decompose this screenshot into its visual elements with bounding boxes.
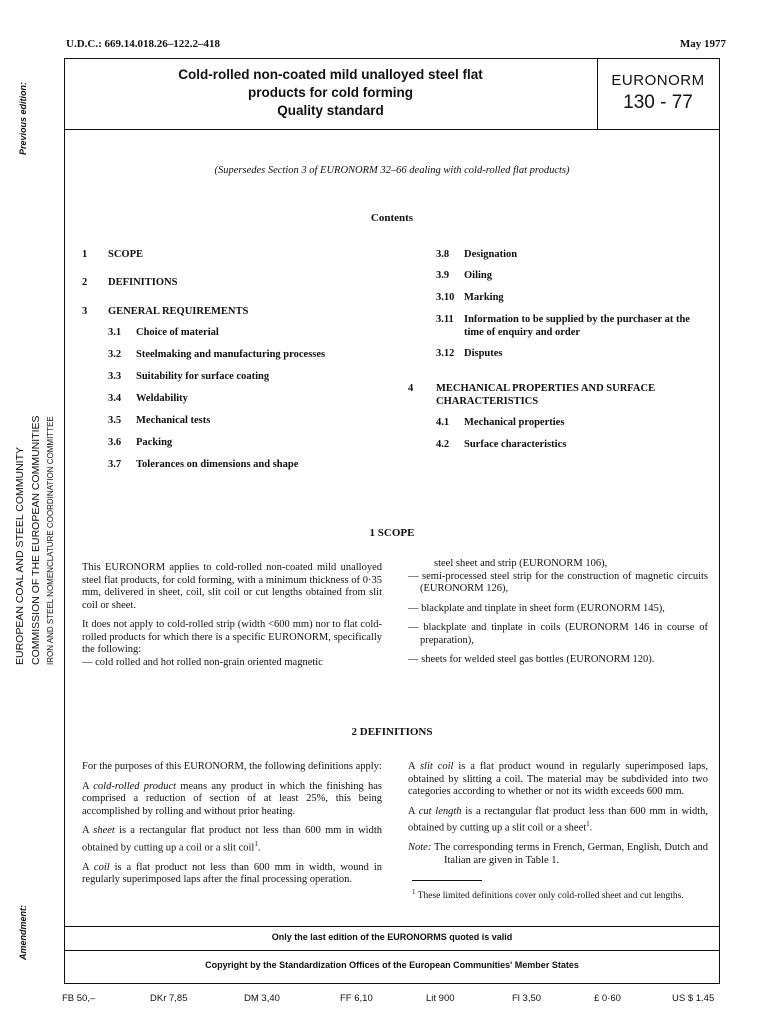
- definition-cut-length: A cut length is a rectangular flat product less than 600 mm in width, obtained by cutting up a slit coil or a sheet$^1$.: [408, 805, 708, 834]
- copyright-notice: Copyright by the Standardization Offices of the European Communities' Member States: [205, 960, 579, 970]
- udc-code: U.D.C.: 669.14.018.26–122.2–418: [66, 38, 220, 50]
- price-item: DM 3,40: [244, 993, 280, 1004]
- scope-dash-item: — blackplate and tinplate in sheet form (EURONORM 145),: [408, 602, 665, 614]
- definition-sheet: A sheet is a rectangular flat product not less than 600 mm in width obtained by cutting up a coil or a slit coil$^1$.: [82, 825, 382, 853]
- scope-paragraph-1: This EURONORM applies to cold-rolled non-coated mild unalloyed steel flat products, for cold forming, with a minimum thickness of 0·35 mm, delivered in sheet, coil, slit coil or cut lengths obtained from slit coil or sheet.: [82, 562, 382, 611]
- org-nomenclature-committee: IRON AND STEEL NOMENCLATURE COORDINATION COMMITTEE: [46, 416, 55, 665]
- scope-dash-continued: steel sheet and strip (EURONORM 106),: [434, 558, 608, 569]
- validity-notice: Only the last edition of the EURONORMS quoted is valid: [271, 932, 513, 942]
- price-item: Lit 900: [426, 993, 455, 1004]
- scope-dash-item: — semi-processed steel strip for the construction of magnetic circuits (EURONORM 126),: [408, 570, 708, 594]
- scope-heading: 1 SCOPE: [369, 527, 415, 539]
- euronorm-label: EURONORM: [611, 72, 705, 89]
- definition-coil: A coil is a flat product not less than 600 mm in width, wound in regularly superimposed laps after the final processing operation.: [82, 861, 382, 885]
- contents-heading: Contents: [370, 212, 414, 224]
- scope-paragraph-2: It does not apply to cold-rolled strip (width <600 mm) nor to flat cold-rolled products for which there is a specific EURONORM, specifically the following:: [82, 619, 382, 655]
- copyright-rule: [64, 950, 720, 951]
- title-line-1: Cold-rolled non-coated mild unalloyed steel flat: [178, 67, 483, 82]
- scope-dash-item: — cold rolled and hot rolled non-grain oriented magnetic: [82, 656, 323, 668]
- scope-dash-item: — sheets for welded steel gas bottles (EURONORM 120).: [408, 654, 655, 665]
- definitions-left-column: [82, 761, 382, 894]
- title-line-3: Quality standard: [277, 103, 384, 118]
- scope-left-column: [82, 562, 382, 676]
- price-item: £ 0·60: [594, 993, 621, 1004]
- definitions-intro: For the purposes of this EURONORM, the following definitions apply:: [82, 761, 382, 772]
- definition-slit-coil: A slit coil is a flat product wound in regularly superimposed laps, obtained by slitting a coil. The material may be subdivided into two categories according to whether or not its width exceeds 600 mm.: [408, 761, 708, 797]
- definitions-heading: 2 DEFINITIONS: [351, 726, 433, 738]
- price-item: Fl 3,50: [512, 993, 542, 1004]
- org-commission: COMMISSION OF THE EUROPEAN COMMUNITIES: [30, 415, 42, 665]
- toc-left: 1 SCOPE 2 DEFINITIONS 3 GENERAL REQUIREMENTS 3.1 Choice of material 3.2 Steelmaking and manufacturing processes 3.3 Suitability for surface coating 3.4 Weldability 3.5 Mechanical tests 3.6 Packing 3.7 Tolerances on dimensions and shape: [82, 249, 326, 470]
- issue-date: May 1977: [679, 38, 726, 50]
- title-line-2: products for cold forming: [248, 85, 413, 100]
- amendment-label: Amendment:: [18, 904, 28, 960]
- notice-rule: [64, 926, 720, 927]
- footnote: $^1$ These limited definitions cover only cold-rolled sheet and cut lengths.: [412, 888, 684, 902]
- scope-dash-item: — blackplate and tinplate in coils (EURONORM 146 in course of preparation),: [408, 622, 708, 646]
- price-item: DKr 7,85: [150, 993, 188, 1004]
- definition-cold-rolled: A cold-rolled product means any product in which the finishing has comprised a reduction of section of at least 25%, this being accomplished by rolling and without prior heating.: [82, 780, 382, 817]
- price-item: US $ 1.45: [672, 993, 715, 1004]
- header-divider: [64, 129, 720, 130]
- definitions-right-column: [408, 761, 708, 874]
- org-ecsc: EUROPEAN COAL AND STEEL COMMUNITY: [14, 446, 26, 665]
- euronorm-number: 130 - 77: [623, 92, 693, 113]
- toc-right: 3.8 Designation 3.9 Oiling 3.10 Marking 3.11 Information to be supplied by the purchaser at the time of enquiry and order 3.12 Disputes 4 MECHANICAL PROPERTIES AND SURFACE CHARACTERISTICS 4.1 Mechanical properties 4.2 Surface characteristics: [408, 249, 690, 450]
- scope-right-column: [408, 558, 708, 674]
- previous-edition-label: Previous edition:: [18, 81, 28, 155]
- footnote-rule: [412, 880, 482, 881]
- supersedes-note: (Supersedes Section 3 of EURONORM 32–66 dealing with cold-rolled flat products): [214, 165, 570, 176]
- definitions-note: Note: The corresponding terms in French, German, English, Dutch and Italian are given in Table 1.: [408, 842, 708, 866]
- euronorm-box: [598, 72, 718, 114]
- price-item: FB 50,–: [62, 993, 96, 1004]
- price-item: FF 6,10: [340, 993, 373, 1004]
- document-title: [64, 66, 597, 120]
